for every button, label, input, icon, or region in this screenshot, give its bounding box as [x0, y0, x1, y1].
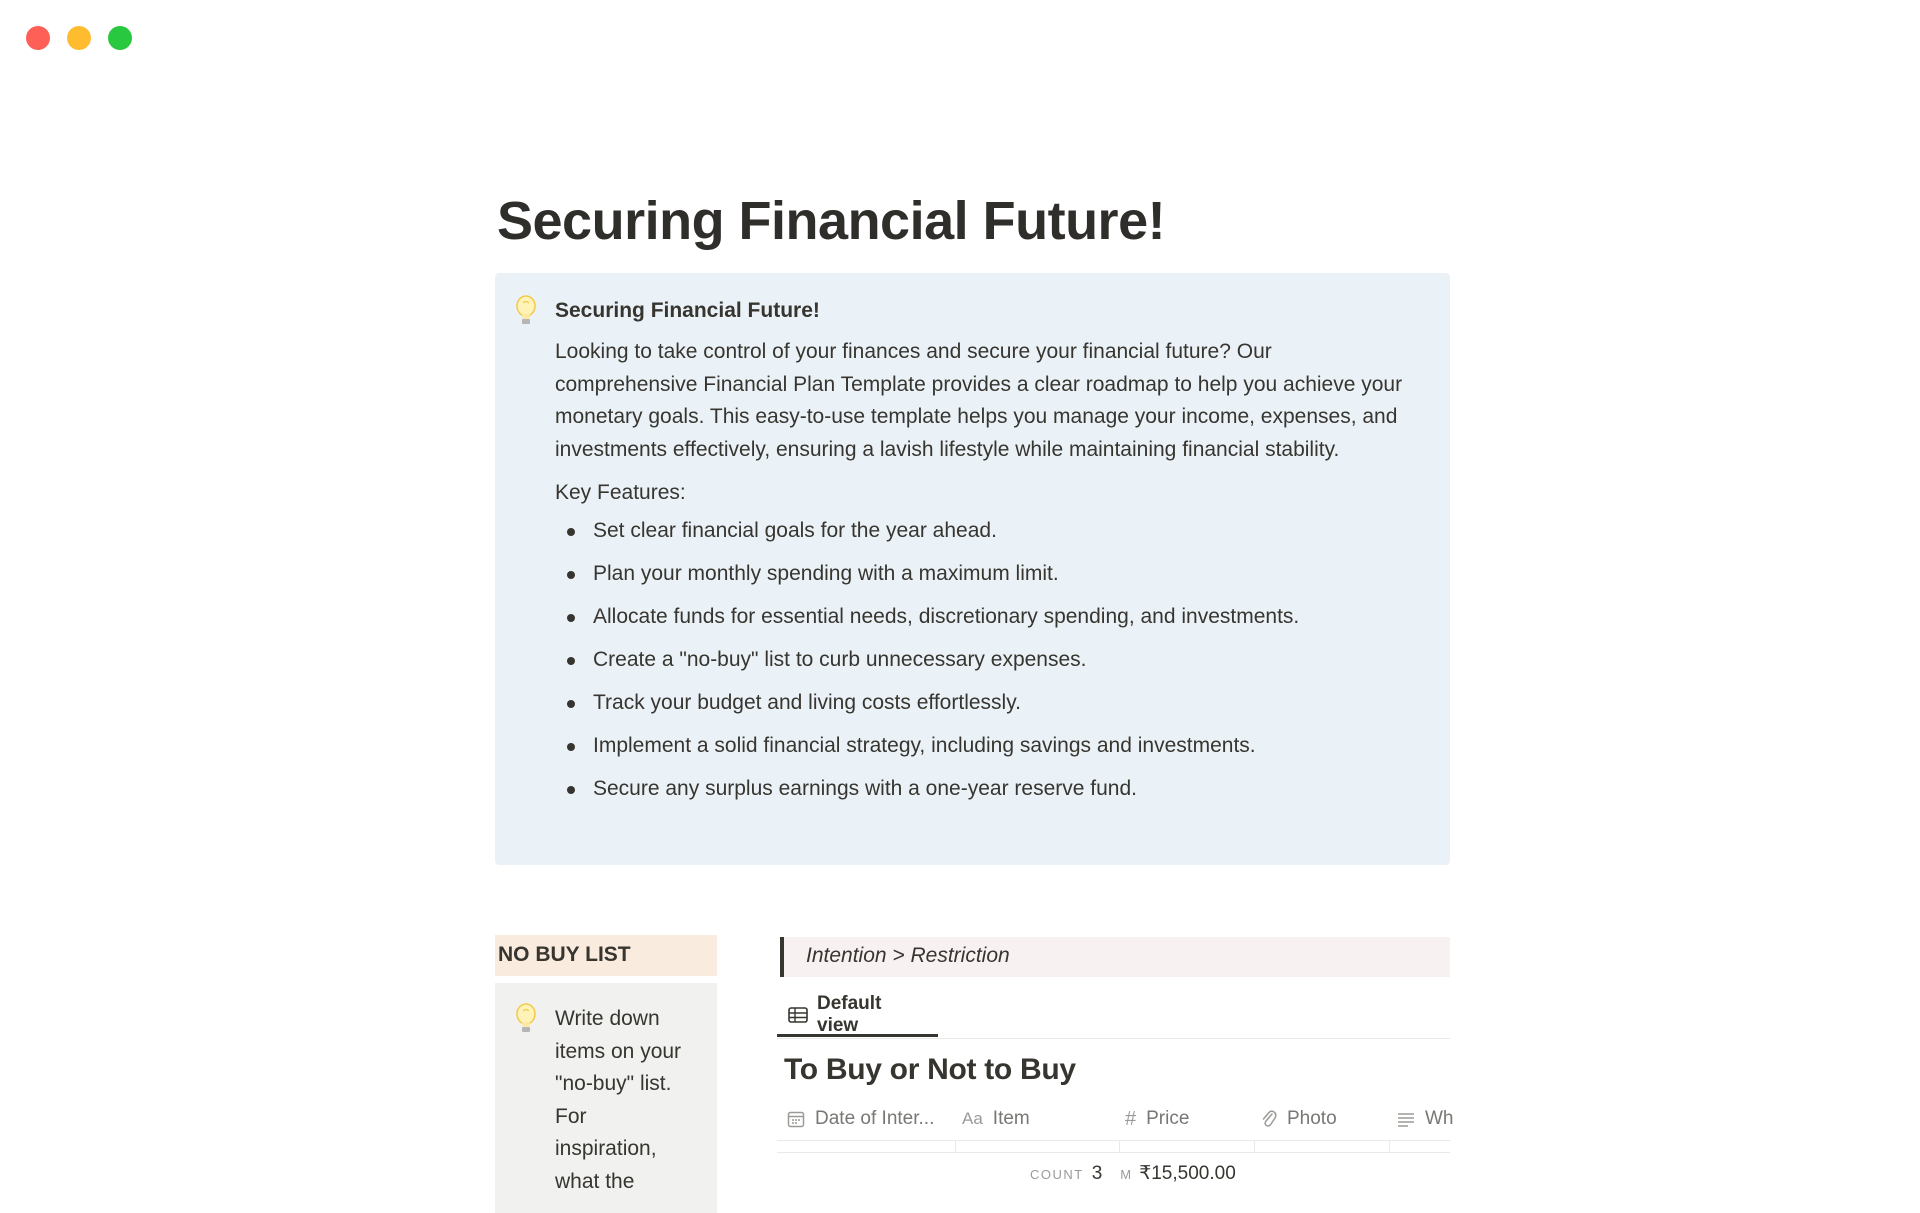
zoom-window-button[interactable] — [108, 26, 132, 50]
text-line: items on your — [555, 1039, 682, 1063]
list-item: Implement a solid financial strategy, including savings and investments. — [555, 731, 1410, 774]
text-aa-icon: Aa — [962, 1109, 983, 1128]
view-tabs — [777, 992, 1450, 1039]
column-label: Wh — [1425, 1108, 1454, 1129]
column-divider — [955, 1140, 956, 1152]
no-buy-heading: NO BUY LIST — [495, 935, 717, 976]
no-buy-callout — [495, 983, 717, 1213]
table-icon — [788, 1007, 808, 1023]
intro-callout — [495, 273, 1450, 865]
table-footer-summary — [1030, 1162, 1236, 1185]
lightbulb-icon — [513, 1003, 539, 1035]
lines-icon — [1397, 1111, 1415, 1127]
paperclip-icon — [1261, 1109, 1277, 1129]
close-window-button[interactable] — [26, 26, 50, 50]
column-header-date[interactable] — [787, 1098, 934, 1140]
list-item: Allocate funds for essential needs, discretionary spending, and investments. — [555, 602, 1410, 645]
column-divider — [1389, 1140, 1390, 1152]
database-title[interactable]: To Buy or Not to Buy — [784, 1053, 1076, 1086]
column-header-photo[interactable] — [1261, 1098, 1337, 1140]
list-item: Track your budget and living costs effortlessly. — [555, 688, 1410, 731]
column-header-item[interactable] — [962, 1098, 1030, 1140]
text-line: Write down — [555, 1007, 660, 1030]
calendar-icon — [787, 1110, 805, 1128]
count-value: 3 — [1091, 1163, 1103, 1184]
column-label: Item — [992, 1108, 1030, 1129]
text-line: inspiration, — [555, 1137, 657, 1160]
table-body — [777, 1140, 1450, 1153]
page-title[interactable]: Securing Financial Future! — [497, 191, 1166, 251]
column-label: Price — [1146, 1108, 1190, 1129]
column-label: Date of Inter... — [815, 1108, 935, 1129]
features-list — [555, 516, 1410, 817]
hash-icon: # — [1125, 1107, 1137, 1130]
lightbulb-icon — [513, 295, 539, 327]
text-line: "no-buy" list. — [555, 1072, 672, 1095]
callout-title: Securing Financial Future! — [555, 299, 820, 322]
list-item: Plan your monthly spending with a maximum limit. — [555, 559, 1410, 602]
minimize-window-button[interactable] — [67, 26, 91, 50]
tab-label: Default view — [817, 992, 882, 1036]
table-header — [777, 1098, 1454, 1141]
column-label: Photo — [1287, 1108, 1337, 1129]
no-buy-text — [555, 1003, 707, 1198]
callout-body: Looking to take control of your finances and secure your financial future? Our comprehensive Financial Plan Template provides a clear roadmap to help you achieve your monetary goals. This easy-to-use template helps you manage your income, expenses, and investments effectively, ensuring a lavish lifestyle while maintaining financial stability. — [555, 340, 1403, 461]
column-divider — [1254, 1140, 1255, 1152]
sum-label: M — [1120, 1167, 1132, 1182]
list-item: Create a "no-buy" list to curb unnecessary expenses. — [555, 645, 1410, 688]
text-line: what the — [555, 1169, 635, 1193]
count-label: COUNT — [1030, 1167, 1084, 1182]
text-line: For — [555, 1104, 587, 1128]
list-item: Secure any surplus earnings with a one-year reserve fund. — [555, 774, 1410, 817]
window-controls — [26, 26, 132, 50]
column-divider — [1119, 1140, 1120, 1152]
quote-block: Intention > Restriction — [780, 937, 1450, 977]
list-item: Set clear financial goals for the year ahead. — [555, 516, 1410, 559]
key-features-label: Key Features: — [555, 481, 686, 504]
sum-value: ₹15,500.00 — [1139, 1163, 1236, 1184]
tab-default-view[interactable] — [777, 992, 938, 1037]
column-header-why[interactable] — [1397, 1098, 1454, 1140]
column-header-price[interactable] — [1125, 1098, 1189, 1140]
